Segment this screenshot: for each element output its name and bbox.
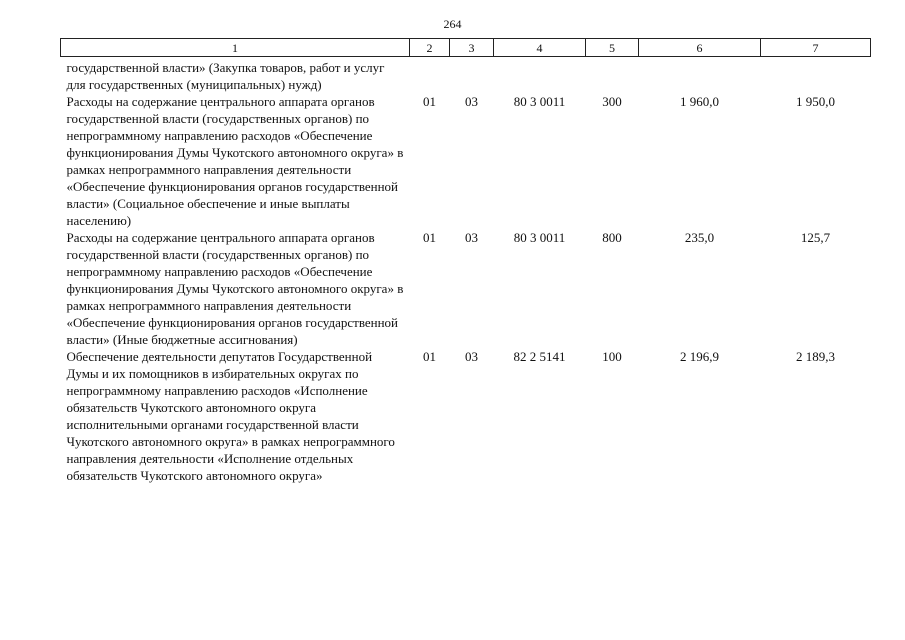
row-description: Расходы на содержание центрального аппарата органов государственной власти (государственных органов) по непрограммному направлению расходов «Обеспечение функционирования Думы Чукотского автономного округа» в рамках непрограммного направления деятельности «Обеспечение функционирования органов государственной власти» (Социальное обеспечение и иные выплаты населению) — [66, 94, 404, 228]
row-amount-approved: 235,0 — [684, 230, 715, 245]
row-subsection: 03 — [465, 349, 478, 364]
table-row — [61, 229, 871, 348]
row-target-article: 82 2 5141 — [513, 349, 566, 364]
row-subsection: 03 — [465, 94, 478, 109]
row-amount-approved — [639, 57, 761, 94]
table-header-row — [61, 39, 871, 57]
page-number: 264 — [443, 17, 462, 31]
row-expense-type — [586, 57, 639, 94]
row-amount-executed: 125,7 — [800, 230, 831, 245]
table-row — [61, 93, 871, 229]
row-section: 01 — [423, 230, 436, 245]
row-section: 01 — [423, 349, 436, 364]
row-expense-type: 300 — [602, 94, 622, 109]
table-row — [61, 57, 871, 94]
row-subsection — [450, 57, 494, 94]
column-header-1: 1 — [61, 39, 410, 57]
row-target-article: 80 3 0011 — [513, 94, 566, 109]
row-section — [410, 57, 450, 94]
row-target-article: 80 3 0011 — [513, 230, 566, 245]
row-amount-executed — [761, 57, 871, 94]
column-header-5: 5 — [586, 39, 639, 57]
column-header-6: 6 — [639, 39, 761, 57]
row-expense-type: 800 — [602, 230, 622, 245]
row-amount-executed: 2 189,3 — [796, 349, 835, 364]
column-header-4: 4 — [494, 39, 586, 57]
budget-table — [60, 38, 871, 484]
row-amount-approved: 2 196,9 — [680, 349, 719, 364]
column-header-7: 7 — [761, 39, 871, 57]
row-description: Обеспечение деятельности депутатов Государственной Думы и их помощников в избирательных округах по непрограммному направлению расходов «Исполнение обязательств Чукотского автономного округа исполнительными органами государственной власти Чукотского автономного округа» в рамках непрограммного направления деятельности «Исполнение отдельных обязательств Чукотского автономного округа» — [66, 349, 395, 483]
row-amount-executed: 1 950,0 — [796, 94, 835, 109]
column-header-3: 3 — [450, 39, 494, 57]
table-row — [61, 348, 871, 484]
row-description: Расходы на содержание центрального аппарата органов государственной власти (государственных органов) по непрограммному направлению расходов «Обеспечение функционирования Думы Чукотского автономного округа» в рамках непрограммного направления деятельности «Обеспечение функционирования органов государственной власти» (Иные бюджетные ассигнования) — [66, 230, 404, 347]
row-section: 01 — [423, 94, 436, 109]
row-amount-approved: 1 960,0 — [680, 94, 719, 109]
row-target-article — [494, 57, 586, 94]
row-expense-type: 100 — [602, 349, 622, 364]
column-header-2: 2 — [410, 39, 450, 57]
row-description: государственной власти» (Закупка товаров, работ и услуг для государственных (муниципальных) нужд) — [66, 60, 385, 92]
row-subsection: 03 — [465, 230, 478, 245]
